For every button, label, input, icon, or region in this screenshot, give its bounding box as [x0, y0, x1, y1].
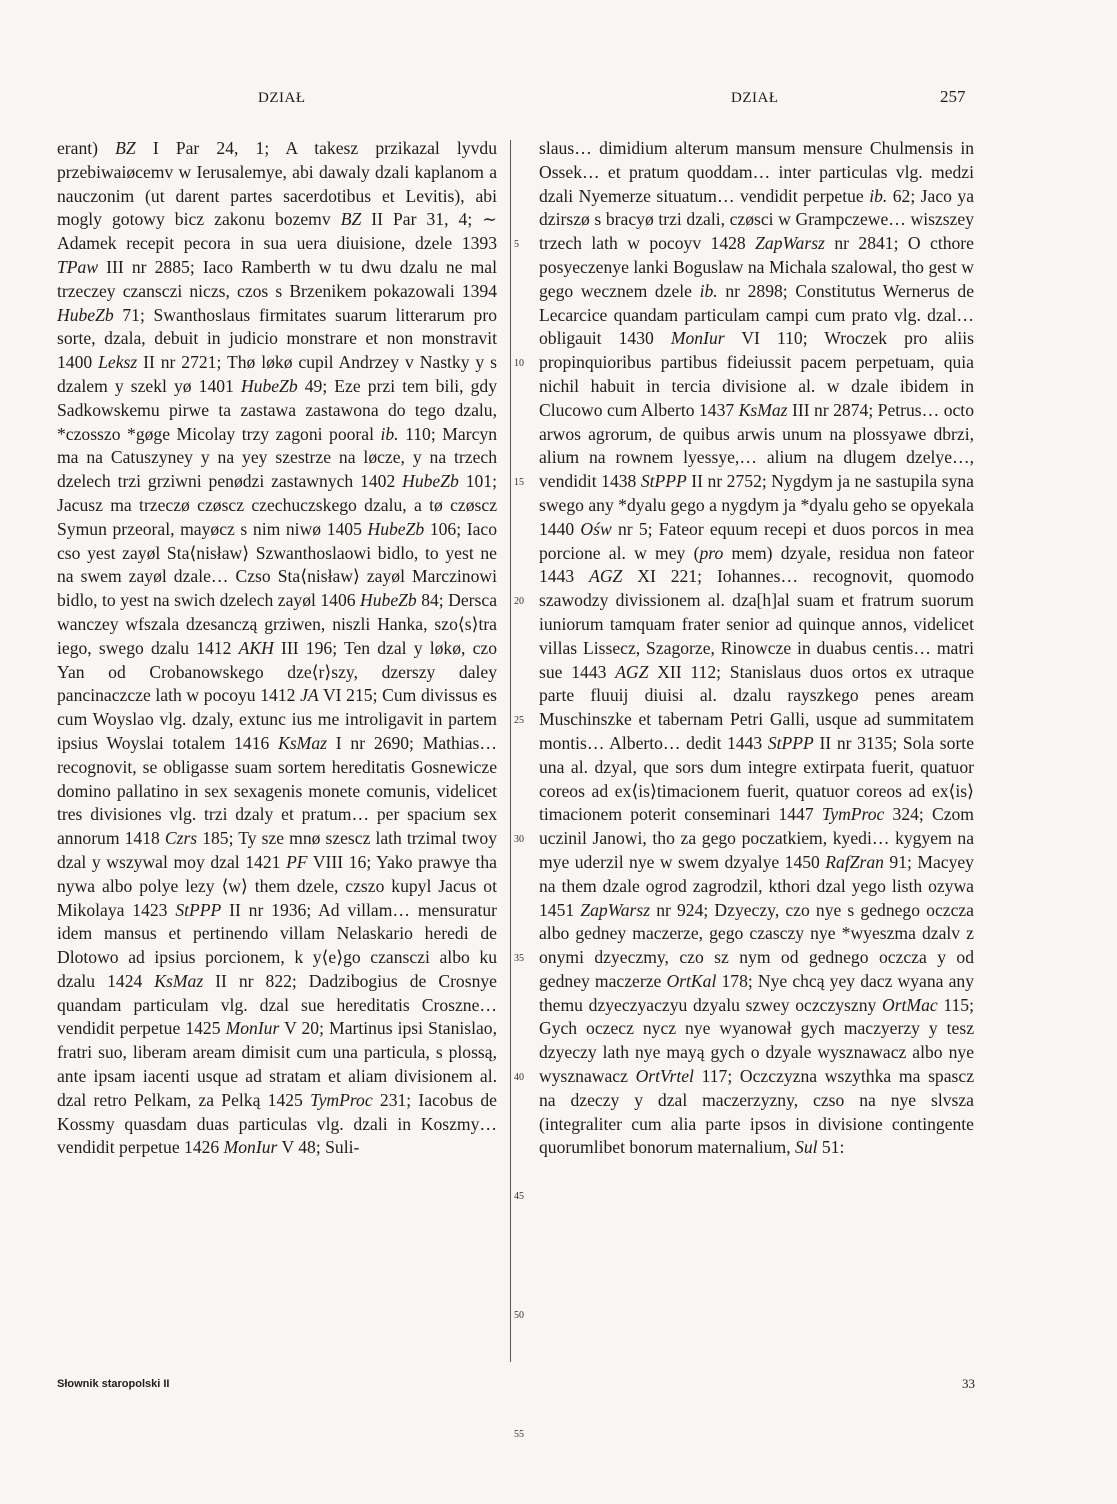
source-abbreviation: HubeZb — [240, 375, 298, 396]
right-column-text: slaus… dimidium alterum mansum mensure Chulmensis in Ossek… et pratum quoddam… inter particulas vlg. medzi dzali Nyemerze situatum… vendidit perpetue ib. 62; Jaco ya dzirszø s bracyø trzi dzali, czøsci w Grampczewe… wiszszey trzech lath w pocoyv 1428 ZapWarsz nr 2841; O cthore posyeczenye lanki Boguslaw na Michala szalowal, tho gest w gego wecznem dzele ib. nr 2898; Constitutus Wernerus de Lecarcice quandam particulam campi cum prato vlg. dzal… obligauit 1430 MonIur VI 110; Wroczek pro aliis propinquioribus partibus fideiussit pacem perpetuam, quia nichil habuit in tercia divisione al. w dzale ibidem in Clucowo cum Alberto 1437 KsMaz III nr 2874; Petrus… octo arwos agrorum, de quibus arwis unum na plossyawe dbrzi, alium na rownem lyessye,… alium na dlugem dzelye…, vendidit 1438 StPPP II nr 2752; Nygdym ja ne sastupila syna swego any *dyalu gego a nygdym ja *dyalu geho se opyekala 1440 Ośw nr 5; Fateor equum recepi et duos porcos in mea porcione al. w mey (pro mem) dzyale, residua non fateor 1443 AGZ XI 221; Iohannes… recognovit, quomodo szawodzy divissionem al. dza[h]al suam et fratrum suorum iuniorum tamquam frater senior ad quinque annos, videlicet villas Lissecz, Szagorze, Rinowcze in duabus centis… matri sue 1443 AGZ XII 112; Stanislaus duos ortos ex utraque parte fluuij diuisi al. dzalu rayszkego penes aream Muschinszke et tabernam Petri Galli, usque ad summitatem montis… Alberto… dedit 1443 StPPP II nr 3135; Sola sorte una al. dzyal, que sors dum integre extirpata fuerit, quatuor coreos ad ex⟨is⟩timacionem fuerit, quatuor coreos ad ex⟨is⟩timacionem poterit conseminari 1447 TymProc 324; Czom uczinil Janowi, tho za gego poczatkiem, kyedi… kygyem na mye uderzil nye w swem dzyalye 1450 RafZran 91; Macyey na them dzale ogrod zagrodzil, kthori dzal yego listh ozywa 1451 ZapWarsz nr 924; Dzyeczy, czo nye s gednego oczcza albo gedney maczerze, gego czasczy nye *wyeszma dzalv z onymi dzyeczmy, czo sz nym od gednego oczcza y od gedney maczerze OrtKal 178; Nye chcą yey dacz wyana any themu dzyeczyaczyu dzyalu szwey oczczyszny OrtMac 115; Gych oczecz nycz nye wyanował gych maczyerzy y tesz dzyeczy lath nye mayą gych o dzyale wysznawacz albo nye wysznawacz OrtVrtel 117; Oczczyzna wszythka ma spascz na dzeczy y dzal maczerzyzny, czso na nye slvsza (integraliter cum alia parte ipsos in divisione contingente quorumlibet bonorum maternalium, Sul 51: — [539, 138, 974, 1158]
source-abbreviation: Ośw — [580, 518, 612, 539]
source-abbreviation: OrtVrtel — [635, 1066, 694, 1087]
source-abbreviation: OrtKal — [666, 970, 717, 991]
source-abbreviation: HubeZb — [57, 304, 114, 325]
source-abbreviation: StPPP — [767, 732, 814, 753]
footer-title: Słownik staropolski II — [57, 1378, 170, 1390]
source-abbreviation: TymProc — [310, 1089, 373, 1110]
source-abbreviation: ib. — [869, 185, 888, 206]
source-abbreviation: PF — [286, 851, 308, 872]
right-column — [539, 137, 974, 1362]
line-number: 25 — [514, 715, 524, 727]
source-abbreviation: ib. — [380, 423, 399, 444]
line-number: 5 — [514, 239, 519, 251]
source-abbreviation: AGZ — [615, 661, 649, 682]
left-column — [57, 137, 497, 1362]
line-number: 35 — [514, 953, 524, 965]
source-abbreviation: StPPP — [640, 471, 687, 492]
source-abbreviation: KsMaz — [278, 732, 327, 753]
source-abbreviation: KsMaz — [154, 970, 204, 991]
source-abbreviation: MonIur — [670, 328, 725, 349]
page-number: 257 — [940, 87, 966, 106]
line-number: 20 — [514, 596, 524, 608]
source-abbreviation: JA — [300, 685, 319, 706]
source-abbreviation: Czrs — [164, 828, 198, 849]
left-column-text: erant) BZ I Par 24, 1; A takesz przikazal lyvdu przebiwaiøcemv w Ierusalemye, abi dawaly dzali kaplanom a nauczonim (ut darent partes sacerdotibus et Levitis), abi mogly gotowy bicz zakonu bozemv BZ II Par 31, 4; ∼ Adamek recepit pecora in sua uera diuisione, dzele 1393 TPaw III nr 2885; Iaco Ramberth w tu dwu dzalu ne mal trzeczey czansczi niczs, czos s Brzenikem pokazowali 1394 HubeZb 71; Swanthoslaus firmitates suarum litterarum pro sorte, dzala, debuit in judicio monstrare et non monstravit 1400 Leksz II nr 2721; Thø løkø cupil Andrzey v Nastky y s dzalem y szekl yø 1401 HubeZb 49; Eze przi tem bili, gdy Sadkowskemu pirwe ta zastawa zastawona do tego dzalu, *czosszo *gøge Micolay trzy zagoni pooral ib. 110; Marcyn ma na Catuszyney y na yey szestrze na løcze, y na trzech dzelech trzi grziwni penødzi zastawnych 1402 HubeZb 101; Jacusz ma trzeczø czøscz czechuczskego dzalu, a tø czøscz Symun przeoral, mayøcz s nim niwø 1405 HubeZb 106; Iaco cso yest zayøl Sta⟨nisław⟩ Szwanthoslaowi bidlo, to yest ne na swem zayøl dzale… Czso Sta⟨nisław⟩ zayøl Marczinowi bidlo, to yest na swich dzelech zayøl 1406 HubeZb 84; Dersca wanczey wfszala dzesanczą grziwen, niszli Hanka, szo⟨s⟩tra iego, swego dzalu 1412 AKH III 196; Ten dzal y løkø, czo Yan od Crobanowskego dze⟨r⟩szy, dzerszy daley pancinaczcze lath w pocoyu 1412 JA VI 215; Cum divissus es cum Woyslao vlg. dzaly, extunc ius me introligavit in partem ipsius Woyslai totalem 1416 KsMaz I nr 2690; Mathias… recognovit, se obligasse suam sortem hereditatis Gosnewicze domino pallatino in sex sexagenis monete comunis, videlicet tres divisiones vlg. trzi dzaly et pratum… per spacium sex annorum 1418 Czrs 185; Ty sze mnø szescz lath trzimal twoy dzal y wszywal moy dzal 1421 PF VIII 16; Yako prawye tha nywa albo polye lezy ⟨w⟩ them dzele, czszo kupyl Jacus ot Mikolaya 1423 StPPP II nr 1936; Ad villam… mensuratur idem mansus et pertinendo villam Nelaskario heredi de Dlotowo ad ipsius porcionem, k y⟨e⟩go czansczi albo ku dzalu 1424 KsMaz II nr 822; Dadzibogius de Crosnye quandam particulam vlg. dzal sue hereditatis Croszne… vendidit perpetue 1425 MonIur V 20; Martinus ipsi Stanislao, fratri suo, liberam aream dimisit cum una particula, s plossą, ante ipsam iacenti usque ad stratam et aliam divisionem al. dzal retro Pelkam, za Pelką 1425 TymProc 231; Iacobus de Kossmy quasdam duas particulas vlg. dzali in Koszmy… vendidit perpetue 1426 MonIur V 48; Suli- — [57, 138, 497, 1158]
source-abbreviation: Leksz — [98, 352, 138, 373]
running-header-left: DZIAŁ — [258, 90, 306, 106]
source-abbreviation: TPaw — [57, 256, 99, 277]
signature-number: 33 — [962, 1376, 975, 1391]
source-abbreviation: RafZran — [825, 851, 884, 872]
source-abbreviation: MonIur — [223, 1137, 278, 1158]
source-abbreviation: HubeZb — [402, 471, 459, 492]
source-abbreviation: AKH — [238, 637, 274, 658]
source-abbreviation: AGZ — [589, 566, 623, 587]
source-abbreviation: HubeZb — [360, 590, 417, 611]
source-abbreviation: OrtMac — [881, 994, 938, 1015]
source-abbreviation: TymProc — [821, 804, 885, 825]
line-number: 30 — [514, 834, 524, 846]
source-abbreviation: ib. — [699, 280, 718, 301]
running-header-right: DZIAŁ — [731, 90, 779, 106]
column-rule — [510, 140, 511, 1362]
source-abbreviation: Sul — [795, 1137, 818, 1158]
line-number: 40 — [514, 1072, 524, 1084]
source-abbreviation: pro — [699, 542, 724, 563]
source-abbreviation: ZapWarsz — [580, 899, 651, 920]
source-abbreviation: MonIur — [225, 1018, 280, 1039]
source-abbreviation: HubeZb — [367, 518, 425, 539]
source-abbreviation: KsMaz — [738, 399, 788, 420]
source-abbreviation: BZ — [340, 209, 362, 230]
source-abbreviation: StPPP — [175, 899, 222, 920]
line-number: 55 — [514, 1429, 524, 1441]
source-abbreviation: BZ — [115, 138, 136, 158]
source-abbreviation: ZapWarsz — [755, 233, 825, 254]
line-number: 45 — [514, 1191, 524, 1203]
line-number: 50 — [514, 1310, 524, 1322]
line-number: 10 — [514, 358, 524, 370]
line-number: 15 — [514, 477, 524, 489]
